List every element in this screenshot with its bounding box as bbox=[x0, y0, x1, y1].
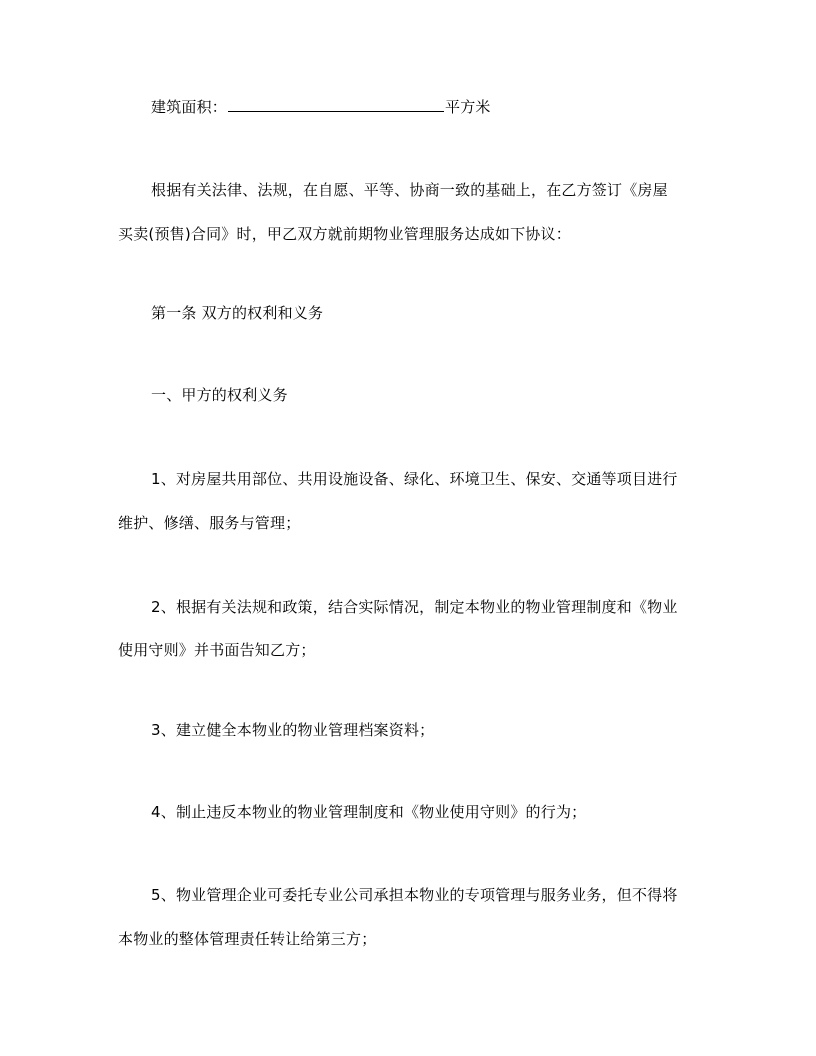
item-1-line-2: 维护、修缮、服务与管理； bbox=[118, 514, 301, 532]
article-1-heading: 第一条 双方的权利和义务 bbox=[151, 304, 324, 322]
building-area-blank bbox=[228, 97, 444, 112]
item-2-line-1: 2、根据有关法规和政策，结合实际情况，制定本物业的物业管理制度和《物业 bbox=[151, 598, 678, 616]
intro-paragraph-line-2: 买卖(预售)合同》时，甲乙双方就前期物业管理服务达成如下协议： bbox=[118, 225, 571, 243]
building-area-unit: 平方米 bbox=[445, 98, 491, 116]
item-5-line-1: 5、物业管理企业可委托专业公司承担本物业的专项管理与服务业务，但不得将 bbox=[151, 886, 678, 904]
building-area-label: 建筑面积： bbox=[151, 98, 228, 116]
section-1-heading: 一、甲方的权利义务 bbox=[151, 386, 288, 404]
intro-paragraph-line-1: 根据有关法律、法规，在自愿、平等、协商一致的基础上，在乙方签订《房屋 bbox=[151, 181, 668, 199]
item-3: 3、建立健全本物业的物业管理档案资料； bbox=[151, 721, 435, 739]
building-area-line bbox=[151, 97, 491, 117]
item-5-line-2: 本物业的整体管理责任转让给第三方； bbox=[118, 930, 377, 948]
item-4: 4、制止违反本物业的物业管理制度和《物业使用守则》的行为； bbox=[151, 803, 587, 821]
item-1-line-1: 1、对房屋共用部位、共用设施设备、绿化、环境卫生、保安、交通等项目进行 bbox=[151, 470, 678, 488]
item-2-line-2: 使用守则》并书面告知乙方； bbox=[118, 641, 316, 659]
